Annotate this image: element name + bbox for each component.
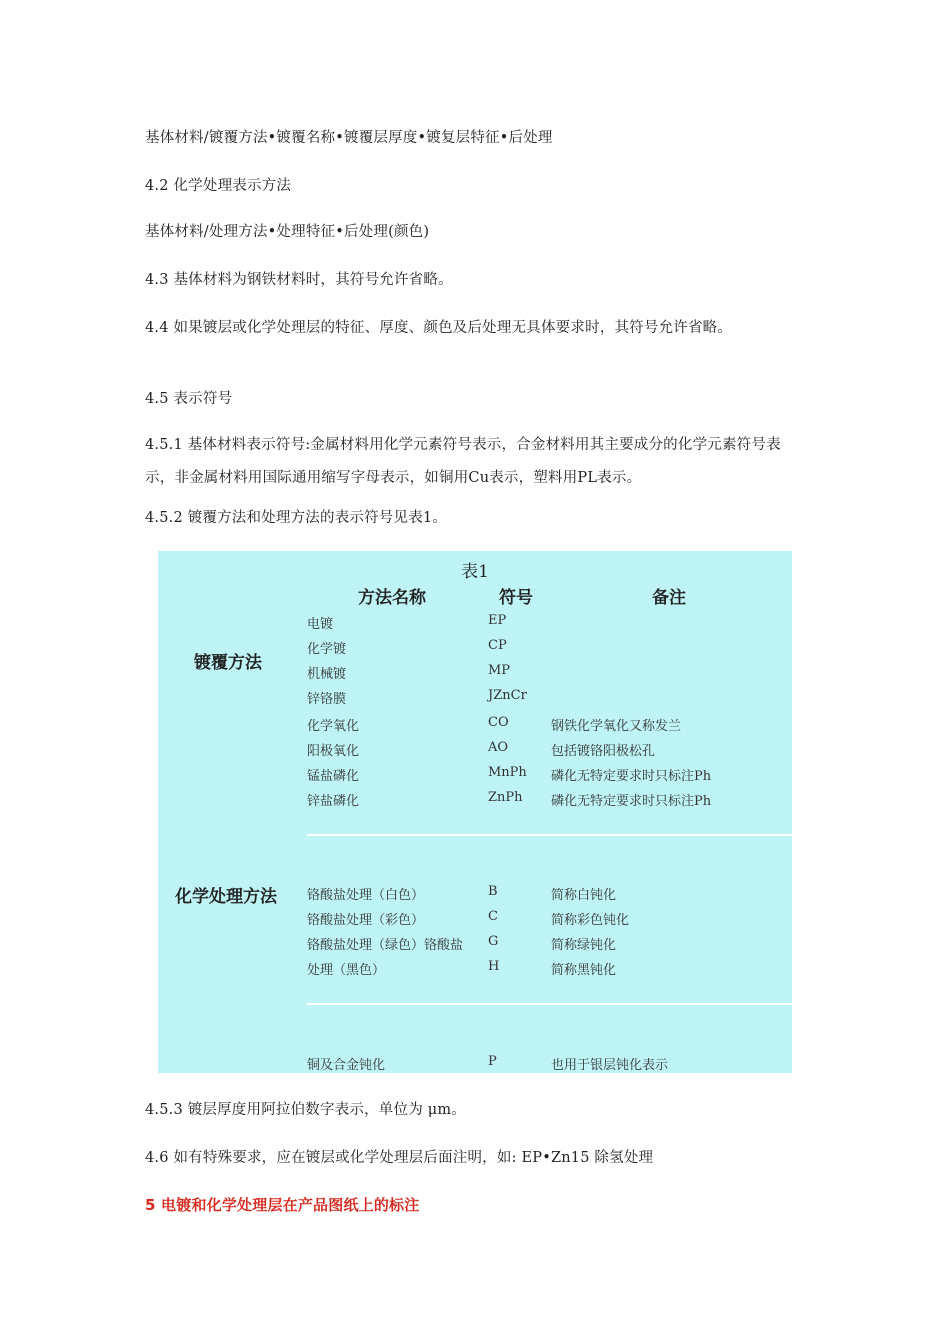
row-code: MnPh	[488, 765, 527, 780]
row-code: MP	[488, 663, 511, 678]
row-note: 也用于银层钝化表示	[551, 1058, 669, 1073]
row-note: 简称黑钝化	[551, 963, 617, 978]
row-note: 包括镀铬阳极松孔	[551, 744, 656, 759]
format-chem-line: 基体材料/处理方法•处理特征•后处理(颜色)	[145, 224, 430, 240]
row-name: 阳极氧化	[307, 744, 360, 759]
row-note: 简称绿钝化	[551, 938, 617, 953]
row-code: H	[488, 959, 500, 974]
section-4-5-1: 4.5.1 基体材料表示符号:金属材料用化学元素符号表示，合金材料用其主要成分的化学元素符号表示，非金属材料用国际通用缩写字母表示，如铜用Cu表示，塑料用PL表示。	[145, 437, 781, 486]
table-title: 表1	[461, 562, 489, 582]
table-divider	[307, 1003, 792, 1005]
format-plating-line: 基体材料/镀覆方法•镀覆名称•镀覆层厚度•镀复层特征•后处理	[145, 130, 553, 146]
row-code: JZnCr	[488, 688, 527, 703]
row-code: C	[488, 909, 498, 924]
row-code: ZnPh	[488, 790, 523, 805]
category-chem: 化学处理方法	[175, 887, 277, 907]
section-4-5-2: 4.5.2 镀覆方法和处理方法的表示符号见表1。	[145, 510, 448, 526]
row-code: P	[488, 1054, 497, 1069]
row-code: CP	[488, 638, 507, 653]
row-note: 磷化无特定要求时只标注Ph	[551, 794, 712, 809]
section-4-3: 4.3 基体材料为钢铁材料时，其符号允许省略。	[145, 272, 453, 288]
row-name: 锌铬膜	[307, 692, 347, 707]
row-name: 铬酸盐处理（绿色）铬酸盐	[307, 938, 464, 953]
row-code: G	[488, 934, 499, 949]
row-name: 铜及合金钝化	[307, 1058, 386, 1073]
row-code: EP	[488, 613, 507, 628]
row-name: 机械镀	[307, 667, 347, 682]
row-note: 简称彩色钝化	[551, 913, 630, 928]
table-1	[158, 551, 792, 1073]
section-4-2: 4.2 化学处理表示方法	[145, 178, 292, 194]
row-name: 化学氧化	[307, 719, 360, 734]
section-4-4: 4.4 如果镀层或化学处理层的特征、厚度、颜色及后处理无具体要求时，其符号允许省略。	[145, 320, 733, 336]
row-code: AO	[488, 740, 509, 755]
header-note: 备注	[652, 588, 686, 608]
table-divider	[307, 834, 792, 836]
row-code: B	[488, 884, 498, 899]
row-note: 钢铁化学氧化又称发兰	[551, 719, 682, 734]
row-name: 锰盐磷化	[307, 769, 360, 784]
row-code: CO	[488, 715, 509, 730]
section-4-6: 4.6 如有特殊要求，应在镀层或化学处理层后面注明，如: EP•Zn15 除氢处理	[145, 1150, 654, 1166]
row-note: 磷化无特定要求时只标注Ph	[551, 769, 712, 784]
row-name: 处理（黑色）	[307, 963, 386, 978]
header-code: 符号	[499, 588, 533, 608]
row-name: 锌盐磷化	[307, 794, 360, 809]
section-4-5: 4.5 表示符号	[145, 391, 233, 407]
category-plating: 镀覆方法	[194, 653, 262, 673]
row-name: 铬酸盐处理（白色）	[307, 888, 425, 903]
row-name: 铬酸盐处理（彩色）	[307, 913, 425, 928]
row-name: 化学镀	[307, 642, 347, 657]
section-4-5-3: 4.5.3 镀层厚度用阿拉伯数字表示，单位为 μm。	[145, 1102, 466, 1118]
row-name: 电镀	[307, 617, 334, 632]
header-name: 方法名称	[358, 588, 426, 608]
row-note: 简称白钝化	[551, 888, 617, 903]
section-5-heading: 5 电镀和化学处理层在产品图纸上的标注	[145, 1196, 420, 1214]
